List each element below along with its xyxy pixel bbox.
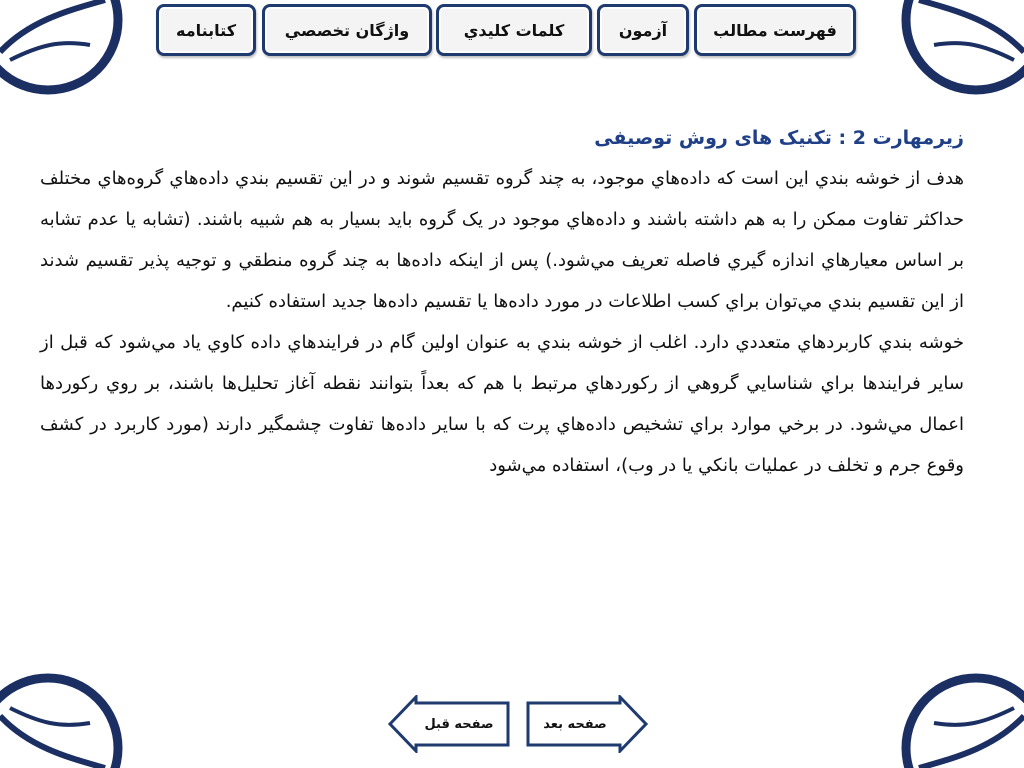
corner-ornament-bottom-right bbox=[894, 658, 1024, 768]
previous-page-label: صفحه قبل bbox=[424, 716, 494, 732]
paragraph-clustering-applications: خوشه بندي كاربردهاي متعددي دارد. اغلب از خوشه بندي به عنوان اولين گام در فرايندهاي داده كاوي ياد مي‌شود كه قبل از ساير فرايندها براي شناسايي گروهي از ركوردهاي مرتبط با هم كه بعداً بتوانند نقطه آغاز تحليل‌ها باشند، بر روي ركوردها اعمال مي‌شود. در برخي موارد براي تشخيص داده‌هاي پرت كه با ساير داده‌ها تفاوت چشمگير دارند (مورد كاربرد در كشف وقوع جرم و تخلف در عمليات بانكي يا در وب)، استفاده مي‌شود bbox=[40, 332, 964, 476]
previous-page-button[interactable] bbox=[388, 695, 512, 753]
top-navigation bbox=[156, 4, 856, 60]
corner-ornament-top-right bbox=[894, 0, 1024, 110]
section-heading: زیرمهارت 2 : تکنیک های روش توصیفی bbox=[594, 127, 964, 149]
table-of-contents-button[interactable]: فهرست مطالب bbox=[694, 4, 856, 56]
corner-ornament-top-left bbox=[0, 0, 130, 110]
keywords-button[interactable]: كلمات كليدي bbox=[436, 4, 592, 56]
corner-ornament-bottom-left bbox=[0, 658, 130, 768]
lesson-content bbox=[40, 118, 964, 486]
glossary-button[interactable]: واژگان تخصصي bbox=[262, 4, 432, 56]
quiz-button[interactable]: آزمون bbox=[597, 4, 689, 56]
next-page-label: صفحه بعد bbox=[543, 716, 607, 732]
page-navigation bbox=[388, 695, 640, 753]
bibliography-button[interactable]: كتابنامه bbox=[156, 4, 256, 56]
next-page-button[interactable] bbox=[524, 695, 648, 753]
paragraph-clustering-definition: هدف از خوشه بندي اين است كه داده‌هاي موجود، به چند گروه تقسيم شوند و در اين تقسيم بندي داده‌هاي گروه‌هاي مختلف حداكثر تفاوت ممكن را به هم داشته باشند و داده‌هاي موجود در يک گروه بايد بسيار به هم شبيه باشند. (تشابه يا عدم تشابه بر اساس معيارهاي اندازه گيري فاصله تعريف مي‌شود.) پس از اينكه داده‌ها به چند گروه منطقي و توجيه پذير تقسيم شدند از اين تقسيم بندي مي‌توان براي كسب اطلاعات در مورد داده‌ها يا تقسيم داده‌ها جديد استفاده كنيم. bbox=[40, 168, 964, 312]
